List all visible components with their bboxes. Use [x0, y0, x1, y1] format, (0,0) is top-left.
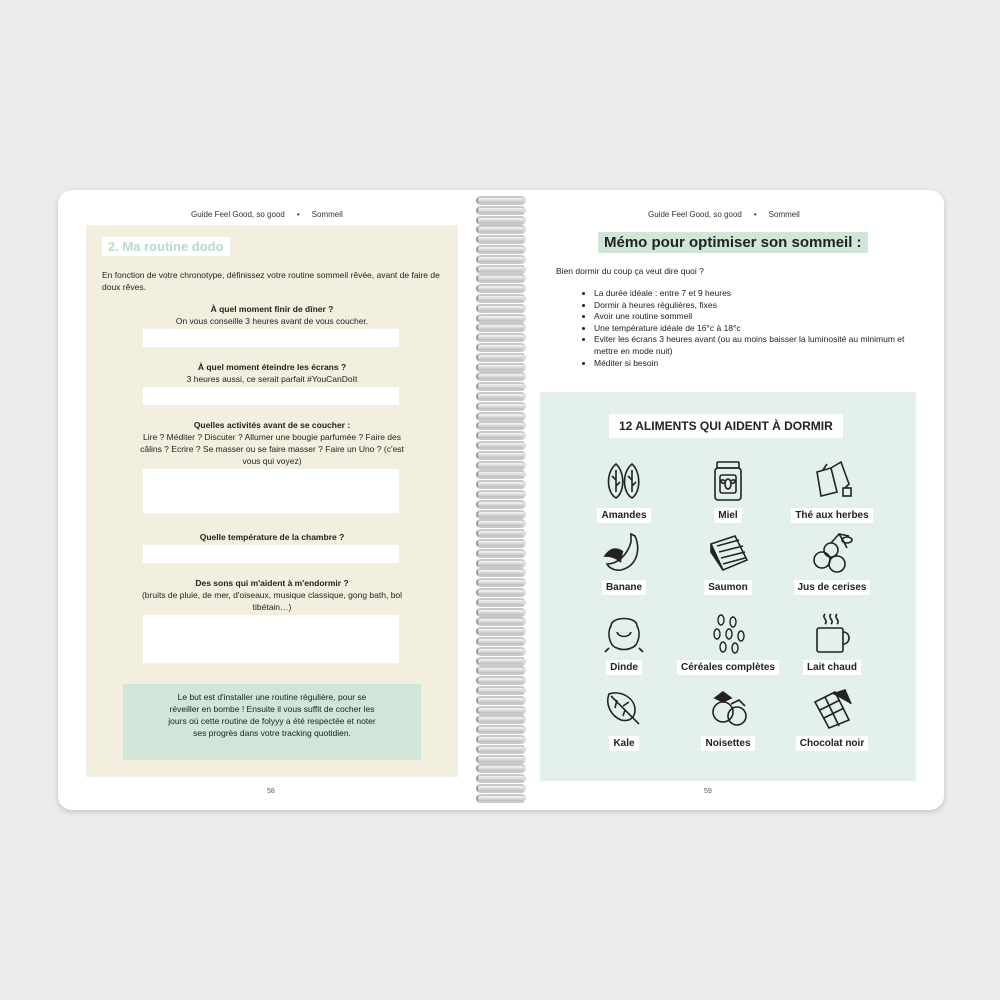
hazelnuts-icon	[705, 686, 751, 732]
spiral-ring	[476, 372, 526, 381]
food-label: Kale	[609, 736, 638, 751]
spiral-ring	[476, 206, 526, 215]
banana-icon	[601, 530, 647, 576]
spiral-ring	[476, 666, 526, 675]
food-label: Banane	[602, 580, 646, 595]
spiral-ring	[476, 617, 526, 626]
question-temperature	[86, 531, 458, 543]
spiral-ring	[476, 539, 526, 548]
spiral-ring	[476, 647, 526, 656]
foods-panel	[540, 392, 916, 781]
question-screens	[86, 361, 458, 385]
food-item	[569, 530, 679, 595]
note-text: Le but est d'installer une routine régulière, pour se réveiller en bombe ! Ensuite il vous suffit de cocher les jours où cette routine de folyyy a été respectée et noter ses progrès dans votre tracking quotidien.	[168, 692, 376, 738]
spiral-ring	[476, 294, 526, 303]
routine-panel	[86, 225, 458, 777]
spiral-ring	[476, 568, 526, 577]
food-item	[777, 458, 887, 523]
spiral-ring	[476, 510, 526, 519]
spiral-ring	[476, 774, 526, 783]
food-label: Céréales complètes	[677, 660, 779, 675]
food-item	[673, 458, 783, 523]
spiral-ring	[476, 696, 526, 705]
running-header	[191, 210, 343, 219]
answer-field-screens[interactable]	[143, 387, 399, 405]
spiral-ring	[476, 392, 526, 401]
answer-field-sounds[interactable]	[143, 615, 399, 663]
foods-title: 12 ALIMENTS QUI AIDENT À DORMIR	[609, 414, 843, 438]
food-label: Amandes	[597, 508, 650, 523]
spiral-ring	[476, 578, 526, 587]
spiral-ring	[476, 627, 526, 636]
right-page	[538, 190, 944, 810]
question-activities	[86, 419, 458, 467]
header-separator: •	[753, 210, 757, 219]
spiral-ring	[476, 598, 526, 607]
spiral-ring	[476, 676, 526, 685]
spiral-ring	[476, 735, 526, 744]
food-label: Jus de cerises	[794, 580, 871, 595]
memo-item: • Méditer si besoin	[594, 358, 914, 370]
food-item	[673, 686, 783, 751]
food-item	[673, 530, 783, 595]
memo-item: • Dormir à heures régulières, fixes	[594, 300, 914, 312]
spiral-ring	[476, 686, 526, 695]
spiral-ring	[476, 715, 526, 724]
food-item	[569, 610, 679, 675]
food-item	[569, 686, 679, 751]
header-section: Sommeil	[311, 210, 343, 219]
question-label: Quelles activités avant de se coucher :	[193, 420, 351, 430]
spiral-ring	[476, 304, 526, 313]
spiral-ring	[476, 245, 526, 254]
spiral-ring	[476, 451, 526, 460]
header-section: Sommeil	[768, 210, 800, 219]
spiral-ring	[476, 284, 526, 293]
spiral-ring	[476, 421, 526, 430]
question-sounds	[86, 577, 458, 613]
spiral-ring	[476, 784, 526, 793]
left-page	[58, 190, 488, 810]
memo-title: Mémo pour optimiser son sommeil :	[598, 232, 868, 253]
spiral-ring	[476, 480, 526, 489]
spiral-ring	[476, 461, 526, 470]
spiral-ring	[476, 314, 526, 323]
memo-item: • La durée idéale : entre 7 et 9 heures	[594, 288, 914, 300]
spiral-ring	[476, 559, 526, 568]
food-label: Chocolat noir	[796, 736, 868, 751]
spiral-ring	[476, 764, 526, 773]
memo-item: • Eviter les écrans 3 heures avant (ou au moins baisser la luminosité au minimum et mettre en mode nuit)	[594, 334, 914, 357]
spiral-ring	[476, 745, 526, 754]
food-label: Lait chaud	[803, 660, 861, 675]
spiral-ring	[476, 333, 526, 342]
question-hint: 3 heures aussi, ce serait parfait #YouCanDoIt	[186, 374, 358, 384]
food-label: Noisettes	[701, 736, 754, 751]
food-label: Thé aux herbes	[791, 508, 872, 523]
spiral-ring	[476, 794, 526, 803]
question-dinner	[86, 303, 458, 327]
spiral-ring	[476, 470, 526, 479]
chocolate-bar-icon	[809, 686, 855, 732]
question-label: Des sons qui m'aident à m'endormir ?	[195, 578, 349, 588]
spiral-ring	[476, 343, 526, 352]
spiral-ring	[476, 725, 526, 734]
memo-list	[576, 288, 914, 369]
salmon-icon	[705, 530, 751, 576]
question-hint: (bruits de pluie, de mer, d'oiseaux, musique classique, gong bath, bol tibétain…)	[141, 590, 403, 612]
cherries-icon	[809, 530, 855, 576]
intro-text: En fonction de votre chronotype, définissez votre routine sommeil rêvée, avant de faire de doux rêves.	[102, 270, 440, 292]
spiral-ring	[476, 490, 526, 499]
turkey-icon	[601, 610, 647, 656]
spiral-ring	[476, 529, 526, 538]
spiral-ring	[476, 608, 526, 617]
question-label: À quel moment éteindre les écrans ?	[197, 362, 347, 372]
spiral-ring	[476, 657, 526, 666]
page-number: 59	[704, 788, 712, 795]
almonds-icon	[601, 458, 647, 504]
food-item	[777, 686, 887, 751]
header-separator: •	[296, 210, 300, 219]
running-header	[648, 210, 800, 219]
food-item	[673, 610, 783, 675]
food-label: Miel	[714, 508, 741, 523]
memo-intro: Bien dormir du coup ça veut dire quoi ?	[556, 266, 704, 276]
question-label: À quel moment finir de dîner ?	[210, 304, 334, 314]
food-item	[569, 458, 679, 523]
spiral-ring	[476, 353, 526, 362]
page-number: 58	[267, 788, 275, 795]
food-label: Dinde	[606, 660, 642, 675]
spiral-ring	[476, 402, 526, 411]
spiral-ring	[476, 235, 526, 244]
question-label: Quelle température de la chambre ?	[199, 532, 345, 542]
spiral-ring	[476, 274, 526, 283]
spiral-ring	[476, 637, 526, 646]
routine-note	[123, 684, 421, 760]
spiral-ring	[476, 549, 526, 558]
spiral-ring	[476, 265, 526, 274]
food-item	[777, 610, 887, 675]
spiral-ring	[476, 431, 526, 440]
question-hint: Lire ? Méditer ? Discuter ? Allumer une bougie parfumée ? Faire des câlins ? Ecrire ? Se masser ou se faire masser ? Faire un Uno ? (c'est vous qui voyez)	[140, 432, 404, 466]
spiral-ring	[476, 255, 526, 264]
spiral-ring	[476, 412, 526, 421]
spiral-ring	[476, 755, 526, 764]
spiral-ring	[476, 441, 526, 450]
answer-field-activities[interactable]	[143, 469, 399, 513]
spiral-ring	[476, 363, 526, 372]
spiral-ring	[476, 588, 526, 597]
spiral-ring	[476, 519, 526, 528]
header-guide: Guide Feel Good, so good	[191, 210, 285, 219]
kale-leaf-icon	[601, 686, 647, 732]
food-label: Saumon	[704, 580, 751, 595]
header-guide: Guide Feel Good, so good	[648, 210, 742, 219]
memo-item: • Avoir une routine sommeil	[594, 311, 914, 323]
honey-jar-icon	[705, 458, 751, 504]
tea-bag-icon	[809, 458, 855, 504]
spiral-ring	[476, 196, 526, 205]
section-title: 2. Ma routine dodo	[102, 237, 230, 256]
answer-field-dinner[interactable]	[143, 329, 399, 347]
spiral-ring	[476, 706, 526, 715]
spiral-ring	[476, 216, 526, 225]
grains-icon	[705, 610, 751, 656]
memo-item: • Une température idéale de 16°c à 18°c	[594, 323, 914, 335]
answer-field-temperature[interactable]	[143, 545, 399, 563]
spiral-ring	[476, 500, 526, 509]
spiral-ring	[476, 225, 526, 234]
spiral-binding	[472, 192, 534, 804]
spiral-ring	[476, 382, 526, 391]
food-item	[777, 530, 887, 595]
spiral-ring	[476, 323, 526, 332]
question-hint: On vous conseille 3 heures avant de vous coucher.	[175, 316, 369, 326]
hot-mug-icon	[809, 610, 855, 656]
